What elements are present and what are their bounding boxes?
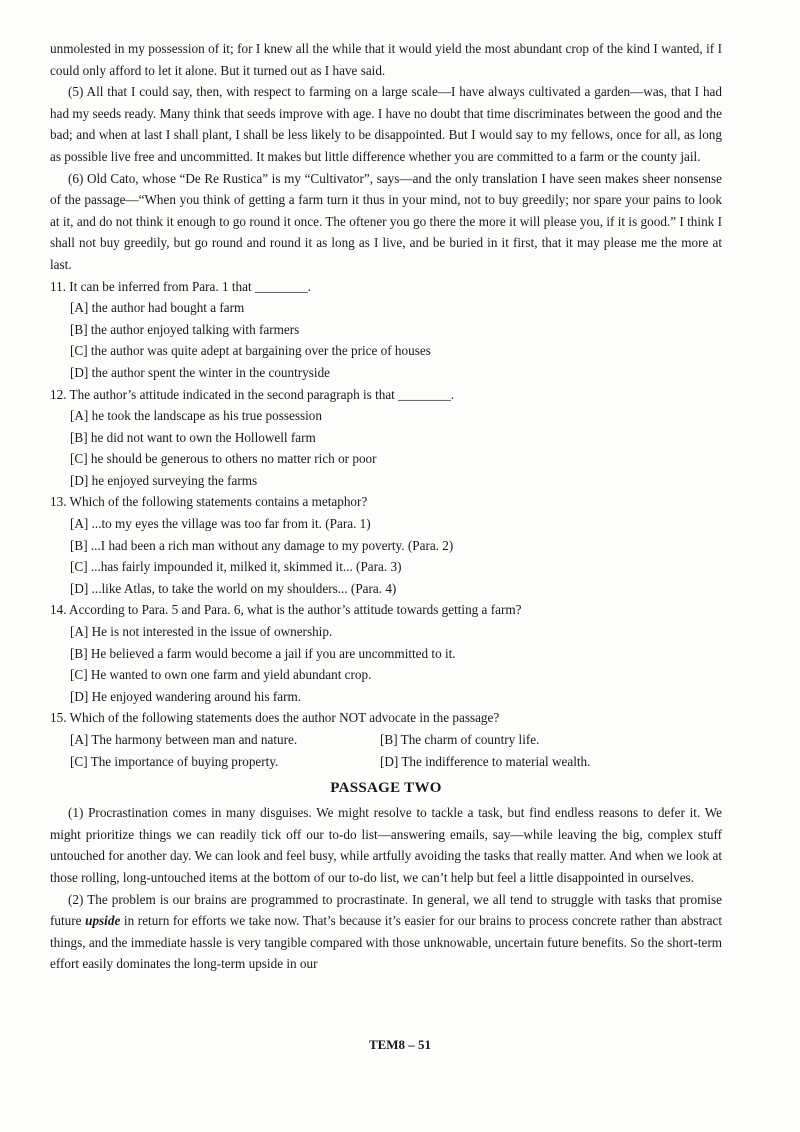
option-d: [D] the author spent the winter in the countryside (70, 364, 331, 380)
para4-tail: unmolested in my possession of it; for I knew all the while that it would yield the most abundant crop of the kind I wanted, if I could only afford to let it alone. But it turned out as I have said. (50, 41, 722, 78)
question-12 (50, 384, 722, 492)
option-b: [B] ...I had been a rich man without any damage to my poverty. (Para. 2) (70, 537, 454, 553)
question-13 (50, 491, 722, 599)
content-column (50, 38, 722, 975)
question-11 (50, 276, 722, 384)
page-number: TEM8 – 51 (368, 1037, 432, 1052)
option-a: [A] he took the landscape as his true possession (70, 408, 322, 424)
option-d: [D] He enjoyed wandering around his farm. (70, 688, 302, 704)
passage-two-para2 (50, 889, 722, 975)
option-a: [A] the author had bought a farm (70, 300, 245, 316)
question-15 (50, 707, 722, 772)
option-row (70, 751, 722, 773)
question-stem: 12. The author’s attitude indicated in the second paragraph is that ________. (50, 386, 455, 402)
passage-two-title: PASSAGE TWO (330, 780, 442, 797)
option-c: [C] ...has fairly impounded it, milked it, skimmed it... (Para. 3) (70, 559, 402, 575)
question-stem: 14. According to Para. 5 and Para. 6, what is the author’s attitude towards getting a farm? (50, 602, 522, 618)
option-b: [B] The charm of country life. (380, 732, 540, 747)
question-stem: 13. Which of the following statements contains a metaphor? (50, 494, 368, 510)
para2-text-after: in return for efforts we take now. That’s because it’s easier for our brains to process concrete rather than abstract things, and the immediate hassle is very tangible compared with those unknowable, uncertain future benefits. So the short-term effort easily dominates the long-term upside in our (50, 913, 722, 972)
option-b: [B] He believed a farm would become a jail if you are uncommitted to it. (70, 645, 456, 661)
passage-two-para1: (1) Procrastination comes in many disguises. We might resolve to tackle a task, but find endless reasons to defer it. We might prioritize things we can readily tick off our to-do list—answering emails, say—while leaving the big, complex stuff untouched for another day. We can look and feel busy, while artfully avoiding the tasks that really matter. And when we look at those rolling, long-untouched items at the bottom of our to-do list, we can’t help but feel a little disappointed in ourselves. (50, 805, 722, 885)
option-c: [C] He wanted to own one farm and yield abundant crop. (70, 667, 372, 683)
option-a: [A] ...to my eyes the village was too far from it. (Para. 1) (70, 516, 371, 532)
para6: (6) Old Cato, whose “De Re Rustica” is my “Cultivator”, says—and the only translation I have seen makes sheer nonsense of the passage—“When you think of getting a farm turn it thus in your mind, not to buy greedily; nor spare your pains to look at it, and do not think it enough to go round it once. The oftener you go there the more it will please you, if it is good.” I think I shall not buy greedily, but go round and round it as long as I live, and be buried in it first, that it may please me the more at last. (50, 170, 722, 272)
option-b: [B] the author enjoyed talking with farmers (70, 321, 300, 337)
question-stem: 11. It can be inferred from Para. 1 that ________. (50, 278, 311, 294)
para2-text-before: (2) The problem is our brains are programmed to procrastinate. In general, we all tend to struggle with tasks that promise future (50, 891, 722, 929)
option-c: [C] The importance of buying property. (70, 753, 279, 769)
option-d: [D] ...like Atlas, to take the world on my shoulders... (Para. 4) (70, 580, 397, 596)
option-row (70, 729, 722, 751)
option-c: [C] he should be generous to others no matter rich or poor (70, 451, 377, 467)
question-14 (50, 599, 722, 707)
option-b: [B] he did not want to own the Hollowell farm (70, 429, 316, 445)
option-d: [D] he enjoyed surveying the farms (70, 472, 258, 488)
option-d: [D] The indifference to material wealth. (380, 753, 591, 769)
option-a: [A] He is not interested in the issue of ownership. (70, 624, 333, 640)
question-stem: 15. Which of the following statements does the author NOT advocate in the passage? (50, 710, 500, 726)
option-a: [A] The harmony between man and nature. (70, 732, 298, 747)
option-c: [C] the author was quite adept at bargaining over the price of houses (70, 343, 431, 359)
para2-emphasis: upside (85, 913, 121, 929)
para5: (5) All that I could say, then, with respect to farming on a large scale—I have always cultivated a garden—was, that I had had my seeds ready. Many think that seeds improve with age. I have no doubt that time discriminates between the good and the bad; and when at last I shall plant, I shall be less likely to be disappointed. But I would say to my fellows, once for all, as long as possible live free and uncommitted. It makes but little difference whether you are committed to a farm or the county jail. (50, 84, 722, 164)
